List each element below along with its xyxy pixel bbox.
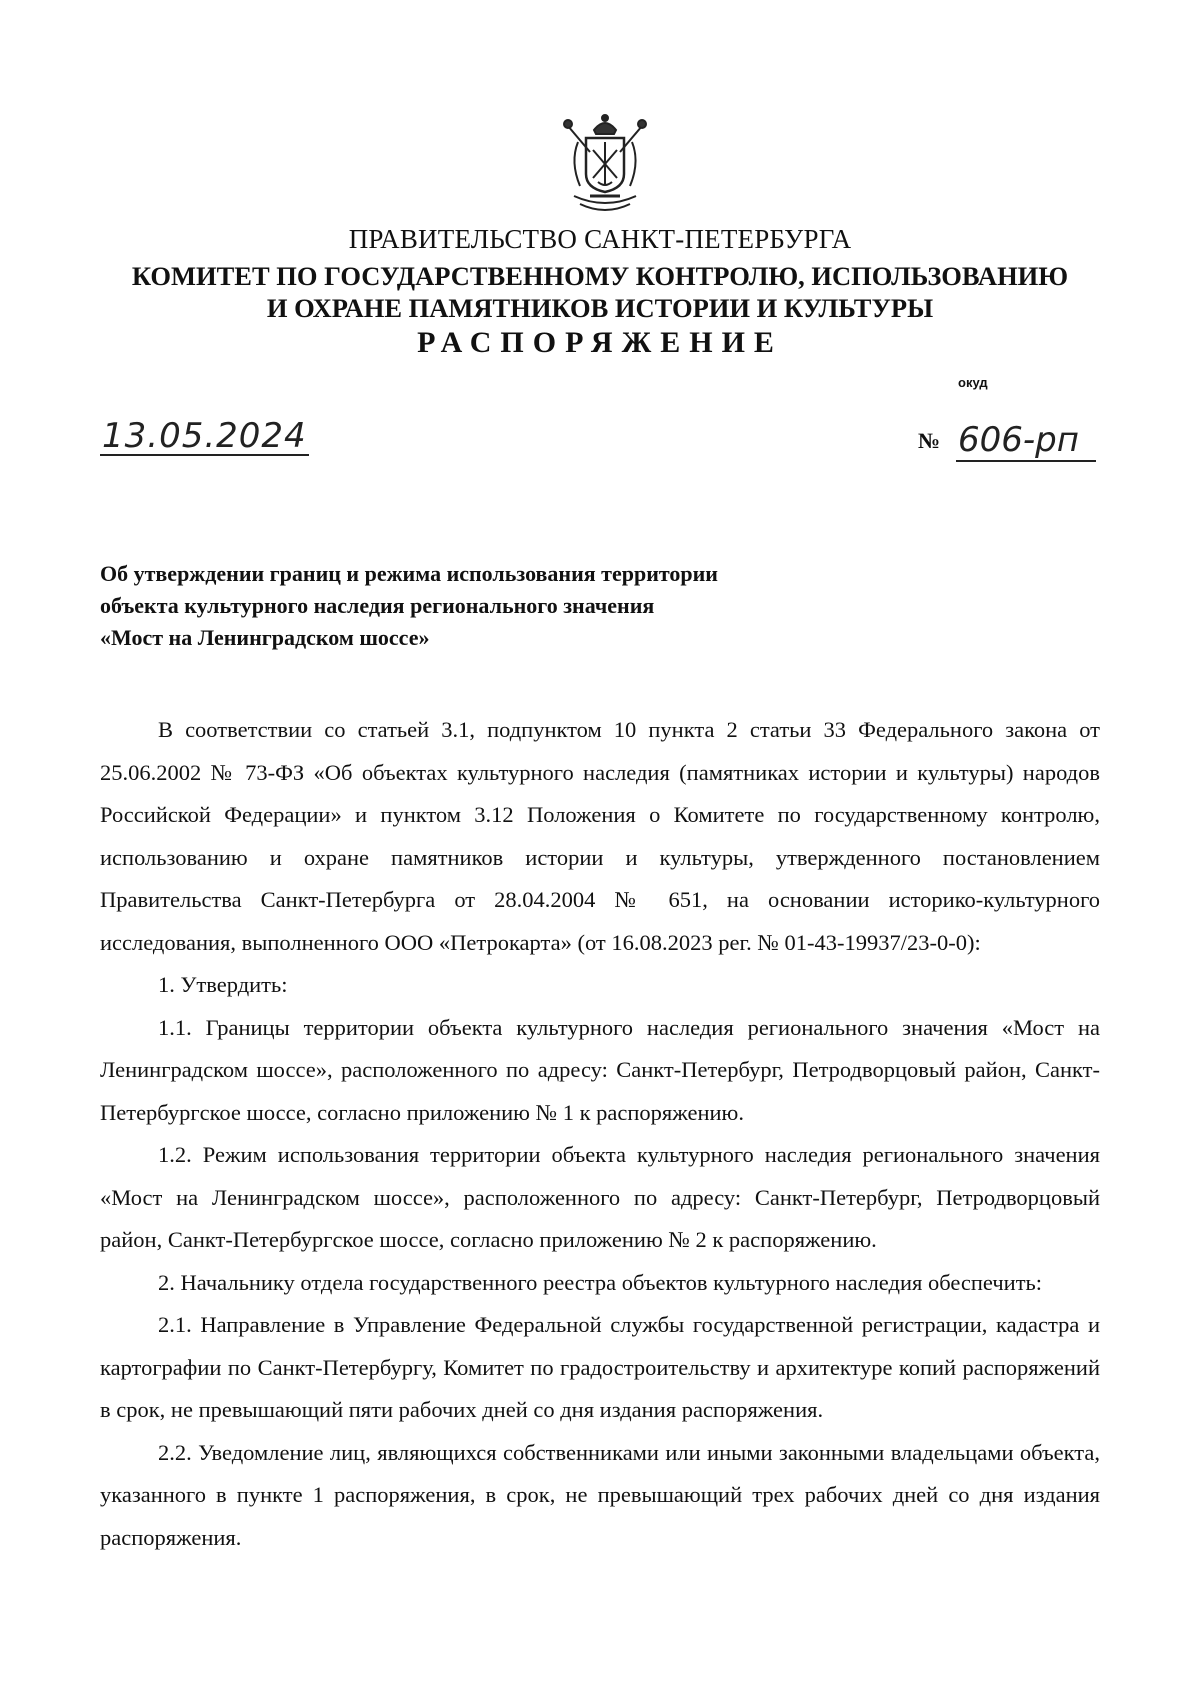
committee-name-line1: КОМИТЕТ ПО ГОСУДАРСТВЕННОМУ КОНТРОЛЮ, ИСПОЛЬЗОВАНИЮ bbox=[131, 261, 1069, 291]
document-number-block bbox=[918, 420, 1098, 464]
preamble-paragraph: В соответствии со статьей 3.1, подпунктом 10 пункта 2 статьи 33 Федерального закона от 25.06.2002 № 73-ФЗ «Об объектах культурного наследия (памятниках истории и культуры) народов Российской Федерации» и пунктом 3.12 Положения о Комитете по государственному контролю, использованию и охране памятников истории и культуры, утвержденного постановлением Правительства Санкт-Петербурга от 28.04.2004 № 651, на основании историко-культурного исследования, выполненного ООО «Петрокарта» (от 16.08.2023 рег. № 01-43-19937/23-0-0): bbox=[100, 717, 1100, 955]
item-1-1: 1.1. Границы территории объекта культурного наследия регионального значения «Мост на Ленинградском шоссе», расположенного по адресу: Санкт-Петербург, Петродворцовый район, Санкт-Петербургское шоссе, согласно приложению № 1 к распоряжению. bbox=[100, 1014, 1100, 1125]
committee-name-line2: И ОХРАНЕ ПАМЯТНИКОВ ИСТОРИИ И КУЛЬТУРЫ bbox=[266, 293, 934, 323]
document-subject bbox=[100, 558, 718, 654]
subject-line2: объекта культурного наследия регионального значения bbox=[100, 593, 655, 618]
item-2: 2. Начальнику отдела государственного реестра объектов культурного наследия обеспечить: bbox=[158, 1269, 1043, 1295]
item-1-2: 1.2. Режим использования территории объекта культурного наследия регионального значения «Мост на Ленинградском шоссе», расположенного по адресу: Санкт-Петербург, Петродворцовый район, Санкт-Петербургское шоссе, согласно приложению № 2 к распоряжению. bbox=[100, 1142, 1100, 1252]
government-name: ПРАВИТЕЛЬСТВО САНКТ-ПЕТЕРБУРГА bbox=[348, 224, 852, 254]
document-date: 13.05.2024 bbox=[102, 416, 307, 456]
item-1: 1. Утвердить: bbox=[158, 972, 288, 997]
number-underline bbox=[956, 460, 1096, 462]
committee-name bbox=[0, 260, 1200, 324]
coat-of-arms-icon bbox=[560, 112, 650, 214]
item-2-2: 2.2. Уведомление лиц, являющихся собственниками или иными законными владельцами объекта, указанного в пункте 1 распоряжения, в срок, не превышающий трех рабочих дней со дня издания распоряжения. bbox=[100, 1439, 1100, 1550]
document-type-title: РАСПОРЯЖЕНИЕ bbox=[417, 326, 783, 359]
document-number: 606-рп bbox=[958, 420, 1079, 460]
item-2-1: 2.1. Направление в Управление Федеральной службы государственной регистрации, кадастра и картографии по Санкт-Петербургу, Комитет по градостроительству и архитектуре копий распоряжений в срок, не превышающий пяти рабочих дней со дня издания распоряжения. bbox=[100, 1312, 1100, 1422]
document-body bbox=[100, 709, 1100, 1559]
number-sign: № bbox=[918, 428, 941, 453]
subject-line1: Об утверждении границ и режима использования территории bbox=[100, 561, 718, 586]
okud-label: окуд bbox=[958, 375, 988, 390]
subject-line3: «Мост на Ленинградском шоссе» bbox=[100, 625, 430, 650]
